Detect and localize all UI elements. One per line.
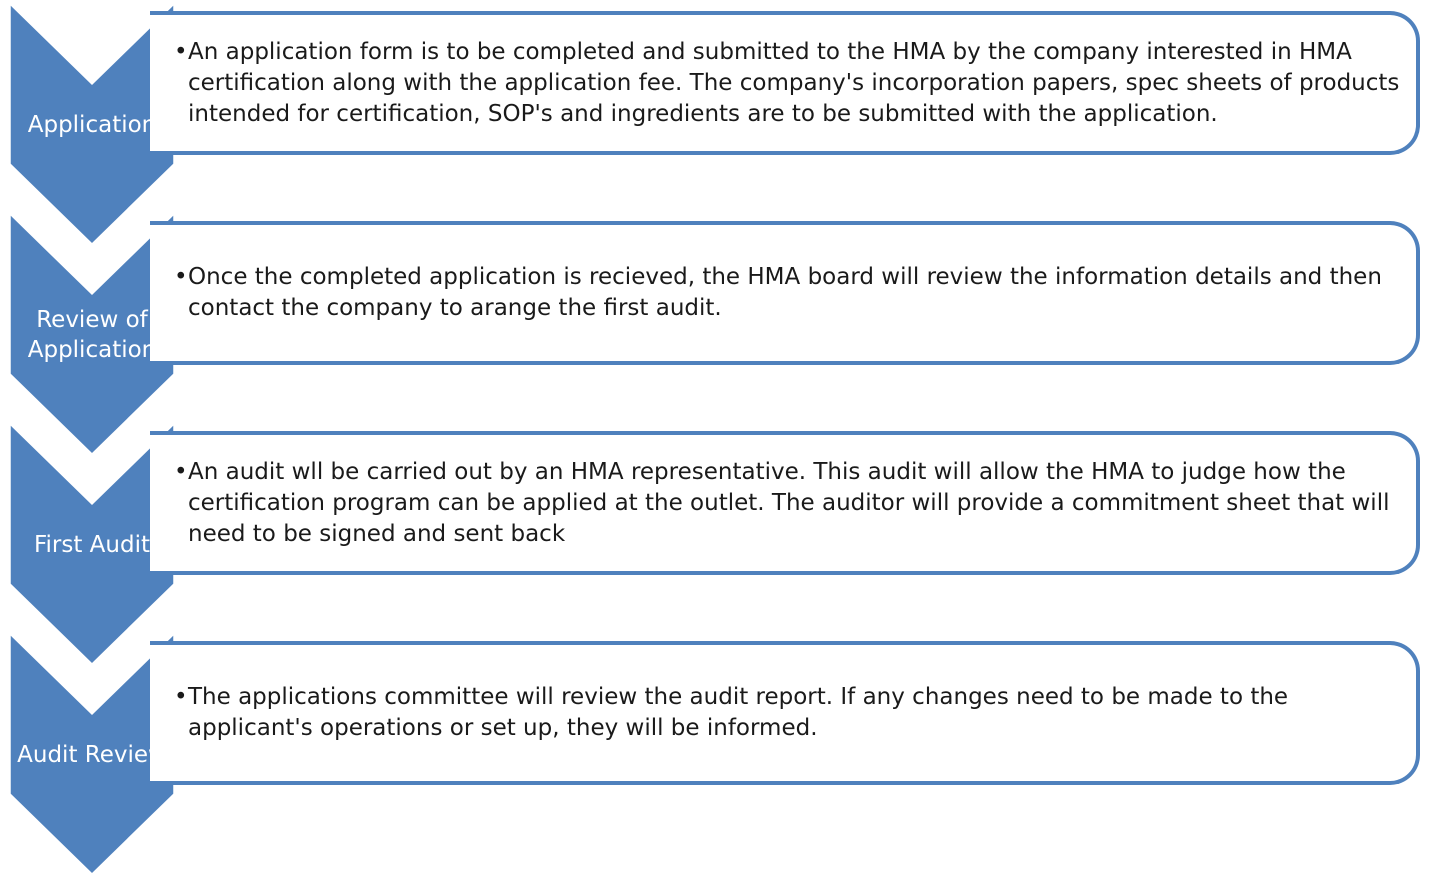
step-label: Review of Application <box>27 307 157 363</box>
step-description: The applications committee will review the audit report. If any changes need to be made to the applicant's operations or set up, they will be informed. <box>188 684 1289 741</box>
step-description-box <box>150 11 1420 155</box>
step-label: First Audit <box>33 532 151 558</box>
step-application <box>0 4 1442 244</box>
step-description: An application form is to be completed and submitted to the HMA by the company interested in HMA certification along with the application fee. The company's incorporation papers, spec sheets of products intended for certification, SOP's and ingredients are to be submitted with the application. <box>188 38 1400 127</box>
step-audit-review <box>0 634 1442 874</box>
step-description: An audit wll be carried out by an HMA representative. This audit will allow the HMA to judge how the certification program can be applied at the outlet. The auditor will provide a commitment sheet that will need to be signed and sent back <box>188 458 1390 547</box>
step-label: Audit Review <box>17 742 167 768</box>
step-description-box <box>150 221 1420 365</box>
bullet-item <box>174 37 1402 130</box>
step-first-audit <box>0 424 1442 664</box>
step-description-box <box>150 431 1420 575</box>
bullet-item <box>174 262 1402 324</box>
bullet-item <box>174 682 1402 744</box>
bullet-icon: • <box>174 38 188 65</box>
step-label: Application <box>27 112 157 138</box>
bullet-icon: • <box>174 458 188 485</box>
bullet-icon: • <box>174 264 188 290</box>
bullet-item <box>174 457 1402 550</box>
bullet-icon: • <box>174 684 188 710</box>
step-review-of-application <box>0 214 1442 454</box>
step-description-box <box>150 641 1420 785</box>
step-description: Once the completed application is recieved, the HMA board will review the information details and then contact the company to arange the first audit. <box>188 264 1382 321</box>
